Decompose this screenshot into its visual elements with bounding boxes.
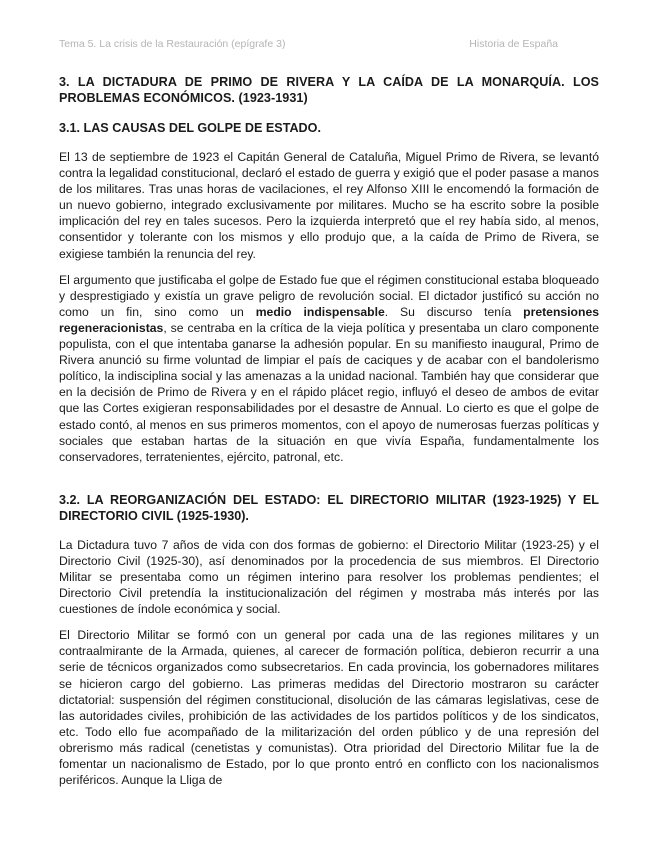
emphasis-regeneracionistas: pretensiones regeneracionistas [59,304,599,335]
text-run: , se centraba en la crítica de la vieja política y presentaba un claro componente populista, con el que intentaba ganarse la adhesión popular. En su manifiesto inaugural, Primo de Rivera anunció su firme voluntad de limpiar el país de caciques y de acabar con el bandolerismo político, la indisciplina social y las amenazas a la unidad nacional. También hay que considerar que en la decisión de Primo de Rivera y en el rápido plácet regio, influyó el deseo de ambos de evitar que las Cortes exigieran responsabilidades por el desastre de Annual. Lo cierto es que el golpe de estado contó, al menos en sus primeros momentos, con el apoyo de numerosas fuerzas políticas y sociales que estaban hartas de la situación en que vivía España, fundamentalmente los conservadores, terratenientes, ejército, patronal, etc. [59,320,599,464]
paragraph-justification [59,272,599,465]
text-run: El argumento que justificaba el golpe de Estado fue que el régimen constitucional estaba bloqueado y desprestigiado y existía un grave peligro de revolución social. El dictador justificó su acción no como un fin, sino como un [59,272,600,319]
document-body [59,74,599,798]
paragraph-coup: El 13 de septiembre de 1923 el Capitán General de Cataluña, Miguel Primo de Rivera, se levantó contra la legalidad constitucional, declaró el estado de guerra y exigió que el poder pasase a manos de los militares. Tras unas horas de vacilaciones, el rey Alfonso XIII le encomendó la formación de un nuevo gobierno, integrado exclusivamente por militares. Mucho se ha escrito sobre la posible implicación del rey en tales sucesos. Pero la izquierda interpretó que el rey había sido, al menos, consentidor y tolerante con los mismos y ello produjo que, a la caída de Primo de Rivera, se exigiese también la renuncia del rey. [59,150,599,261]
paragraph-dictatorship-forms: La Dictadura tuvo 7 años de vida con dos formas de gobierno: el Directorio Militar (1923-25) y el Directorio Civil (1925-30), así denominados por la procedencia de sus miembros. El Directorio Militar se presentaba como un régimen interino para resolver los problemas pendientes; el Directorio Civil pretendía la institucionalización del régimen y mostraba más interés por las cuestiones de índole económica y social. [59,537,599,617]
header-subject: Historia de España [469,38,558,50]
header-topic: Tema 5. La crisis de la Restauración (epígrafe 3) [59,38,286,50]
emphasis-indispensable: medio indispensable [255,304,385,319]
page-header [59,38,558,52]
subsection-title-reorganization: 3.2. LA REORGANIZACIÓN DEL ESTADO: EL DIRECTORIO MILITAR (1923-1925) Y EL DIRECTORIO CIVIL (1925-1930). [59,492,599,523]
text-run: . Su discurso tenía [384,304,524,319]
subsection-title-causes: 3.1. LAS CAUSAS DEL GOLPE DE ESTADO. [59,121,321,135]
section-title: 3. LA DICTADURA DE PRIMO DE RIVERA Y LA CAÍDA DE LA MONARQUÍA. LOS PROBLEMAS ECONÓMICOS. (1923-1931) [59,75,599,105]
section-gap [59,475,599,492]
paragraph-military-directory: El Directorio Militar se formó con un general por cada una de las regiones militares y un contraalmirante de la Armada, quienes, al carecer de formación política, debieron recurrir a una serie de técnicos organizados como subsecretarios. En cada provincia, los gobernadores militares se hicieron cargo del gobierno. Las primeras medidas del Directorio mostraron su carácter dictatorial: suspensión del régimen constitucional, disolución de las cámaras legislativas, cese de las autoridades civiles, prohibición de las actividades de los partidos políticos y de los sindicatos, etc. Todo ello fue acompañado de la militarización del orden público y de una represión del obrerismo más radical (cenetistas y comunistas). Otra prioridad del Directorio Militar fue la de fomentar un nacionalismo de Estado, por lo que pronto entró en conflicto con los nacionalismos periféricos. Aunque la Lliga de [59,628,599,788]
